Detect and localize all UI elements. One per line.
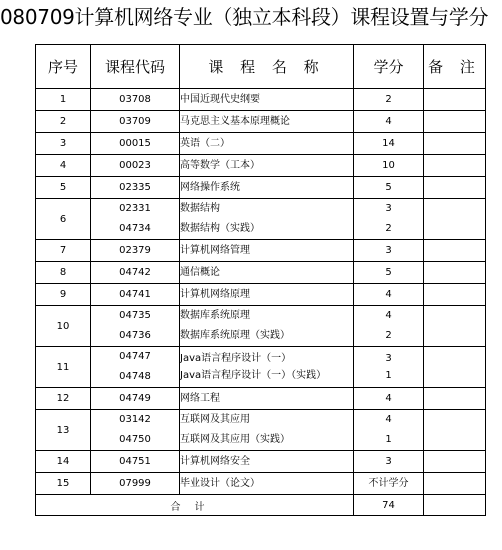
course-credit-cell	[354, 155, 424, 177]
course-name-cell	[180, 451, 354, 473]
course-credit: 14	[382, 137, 395, 149]
course-credit-cell	[354, 133, 424, 155]
course-code: 04741	[119, 288, 151, 300]
row-number: 6	[36, 199, 91, 240]
course-name-cell	[180, 410, 354, 451]
course-code: 04748	[119, 371, 151, 382]
course-name-cell	[180, 473, 354, 495]
course-credit: 4	[385, 414, 392, 425]
course-name-cell	[180, 284, 354, 306]
table-row	[36, 89, 486, 111]
note-cell	[424, 495, 486, 516]
course-name: Java语言程序设计（一）（实践）	[180, 370, 327, 381]
course-name: 计算机网络原理	[180, 288, 250, 300]
course-name: 中国近现代史纲要	[180, 93, 260, 105]
course-code-cell	[91, 133, 180, 155]
course-code-cell	[91, 262, 180, 284]
course-code: 00023	[119, 159, 151, 171]
course-name: 数据结构（实践）	[180, 223, 260, 234]
course-name: 计算机网络管理	[180, 244, 250, 256]
note-cell	[424, 388, 486, 410]
note-cell	[424, 473, 486, 495]
table-row	[36, 199, 486, 240]
course-credit-cell	[354, 410, 424, 451]
table-row	[36, 347, 486, 388]
course-code-cell	[91, 155, 180, 177]
note-cell	[424, 262, 486, 284]
course-credit: 3	[385, 244, 392, 256]
note-cell	[424, 133, 486, 155]
course-name: 英语（二）	[180, 137, 230, 149]
note-cell	[424, 89, 486, 111]
course-name: 数据结构	[180, 203, 220, 214]
header-row	[36, 45, 486, 89]
course-credit: 4	[385, 310, 392, 321]
course-code: 00015	[119, 137, 151, 149]
total-credit: 74	[354, 495, 424, 516]
header-credit: 学分	[354, 45, 424, 89]
course-name-cell	[180, 262, 354, 284]
course-credit-cell	[354, 347, 424, 388]
course-code-cell	[91, 451, 180, 473]
course-code: 07999	[119, 477, 151, 489]
course-credit: 5	[385, 266, 392, 278]
course-code-cell	[91, 199, 180, 240]
table-row	[36, 306, 486, 347]
course-name: 互联网及其应用（实践）	[180, 434, 290, 445]
note-cell	[424, 451, 486, 473]
course-name: 互联网及其应用	[180, 414, 250, 425]
table-row	[36, 111, 486, 133]
course-code: 02331	[119, 203, 151, 214]
course-credit-cell	[354, 89, 424, 111]
row-number: 12	[36, 388, 91, 410]
course-name: 数据库系统原理（实践）	[180, 330, 290, 341]
course-code-cell	[91, 111, 180, 133]
note-cell	[424, 199, 486, 240]
course-name: 高等数学（工本）	[180, 159, 260, 171]
course-code-cell	[91, 284, 180, 306]
course-code: 04750	[119, 434, 151, 445]
table-row	[36, 284, 486, 306]
table-row	[36, 240, 486, 262]
note-cell	[424, 284, 486, 306]
course-code: 03708	[119, 93, 151, 105]
note-cell	[424, 111, 486, 133]
row-number: 8	[36, 262, 91, 284]
course-credit-cell	[354, 473, 424, 495]
course-credit: 3	[385, 353, 392, 364]
course-name: Java语言程序设计（一）	[180, 353, 292, 364]
course-code: 02379	[119, 244, 151, 256]
table-body	[36, 89, 486, 516]
row-number: 3	[36, 133, 91, 155]
course-table	[35, 44, 486, 516]
course-name: 计算机网络安全	[180, 455, 250, 467]
course-name: 网络操作系统	[180, 181, 240, 193]
course-code-cell	[91, 410, 180, 451]
course-credit: 2	[385, 330, 392, 341]
note-cell	[424, 410, 486, 451]
course-name-cell	[180, 133, 354, 155]
course-code: 03709	[119, 115, 151, 127]
course-credit: 1	[385, 434, 392, 445]
course-credit: 4	[385, 288, 392, 300]
course-code-cell	[91, 347, 180, 388]
total-label: 合计	[36, 495, 354, 516]
course-code: 04734	[119, 223, 151, 234]
course-code: 04735	[119, 310, 151, 321]
course-credit: 2	[385, 93, 392, 105]
course-name: 毕业设计（论文）	[180, 477, 260, 489]
row-number: 9	[36, 284, 91, 306]
course-code: 04751	[119, 455, 151, 467]
course-credit-cell	[354, 199, 424, 240]
total-row	[36, 495, 486, 516]
course-credit: 2	[385, 223, 392, 234]
row-number: 5	[36, 177, 91, 199]
course-name-cell	[180, 155, 354, 177]
course-name-cell	[180, 111, 354, 133]
row-number: 4	[36, 155, 91, 177]
course-credit-cell	[354, 262, 424, 284]
course-code: 04747	[119, 351, 151, 362]
course-credit: 10	[382, 159, 395, 171]
table-row	[36, 410, 486, 451]
table-row	[36, 177, 486, 199]
note-cell	[424, 177, 486, 199]
header-name: 课 程 名 称	[180, 45, 354, 89]
row-number: 11	[36, 347, 91, 388]
course-credit-cell	[354, 240, 424, 262]
course-credit-cell	[354, 284, 424, 306]
table-row	[36, 133, 486, 155]
table-row	[36, 473, 486, 495]
row-number: 7	[36, 240, 91, 262]
header-no: 序号	[36, 45, 91, 89]
page-title: 080709计算机网络专业（独立本科段）课程设置与学分	[0, 5, 489, 29]
course-code-cell	[91, 177, 180, 199]
course-credit-cell	[354, 451, 424, 473]
course-code-cell	[91, 306, 180, 347]
row-number: 15	[36, 473, 91, 495]
table-row	[36, 262, 486, 284]
course-code-cell	[91, 388, 180, 410]
course-name-cell	[180, 199, 354, 240]
course-credit: 5	[385, 181, 392, 193]
course-code: 04742	[119, 266, 151, 278]
course-name-cell	[180, 388, 354, 410]
table-row	[36, 451, 486, 473]
course-code-cell	[91, 473, 180, 495]
course-credit-cell	[354, 111, 424, 133]
course-credit: 3	[385, 455, 392, 467]
row-number: 1	[36, 89, 91, 111]
course-credit-cell	[354, 388, 424, 410]
course-name: 通信概论	[180, 266, 220, 278]
course-credit: 4	[385, 392, 392, 404]
course-name-cell	[180, 177, 354, 199]
course-name-cell	[180, 306, 354, 347]
header-note: 备 注	[424, 45, 486, 89]
course-code: 04749	[119, 392, 151, 404]
note-cell	[424, 347, 486, 388]
note-cell	[424, 306, 486, 347]
table-row	[36, 388, 486, 410]
course-code-cell	[91, 89, 180, 111]
course-name-cell	[180, 240, 354, 262]
course-name: 网络工程	[180, 392, 220, 404]
course-name-cell	[180, 89, 354, 111]
course-code: 04736	[119, 330, 151, 341]
note-cell	[424, 240, 486, 262]
course-credit-cell	[354, 306, 424, 347]
row-number: 2	[36, 111, 91, 133]
course-code: 02335	[119, 181, 151, 193]
course-code-cell	[91, 240, 180, 262]
table-row	[36, 155, 486, 177]
course-credit-cell	[354, 177, 424, 199]
row-number: 10	[36, 306, 91, 347]
row-number: 13	[36, 410, 91, 451]
course-name: 马克思主义基本原理概论	[180, 115, 290, 127]
course-credit: 不计学分	[368, 477, 409, 489]
course-code: 03142	[119, 414, 151, 425]
course-credit: 4	[385, 115, 392, 127]
row-number: 14	[36, 451, 91, 473]
course-credit: 1	[385, 370, 392, 381]
course-credit: 3	[385, 203, 392, 214]
note-cell	[424, 155, 486, 177]
course-name-cell	[180, 347, 354, 388]
header-code: 课程代码	[91, 45, 180, 89]
course-name: 数据库系统原理	[180, 310, 250, 321]
